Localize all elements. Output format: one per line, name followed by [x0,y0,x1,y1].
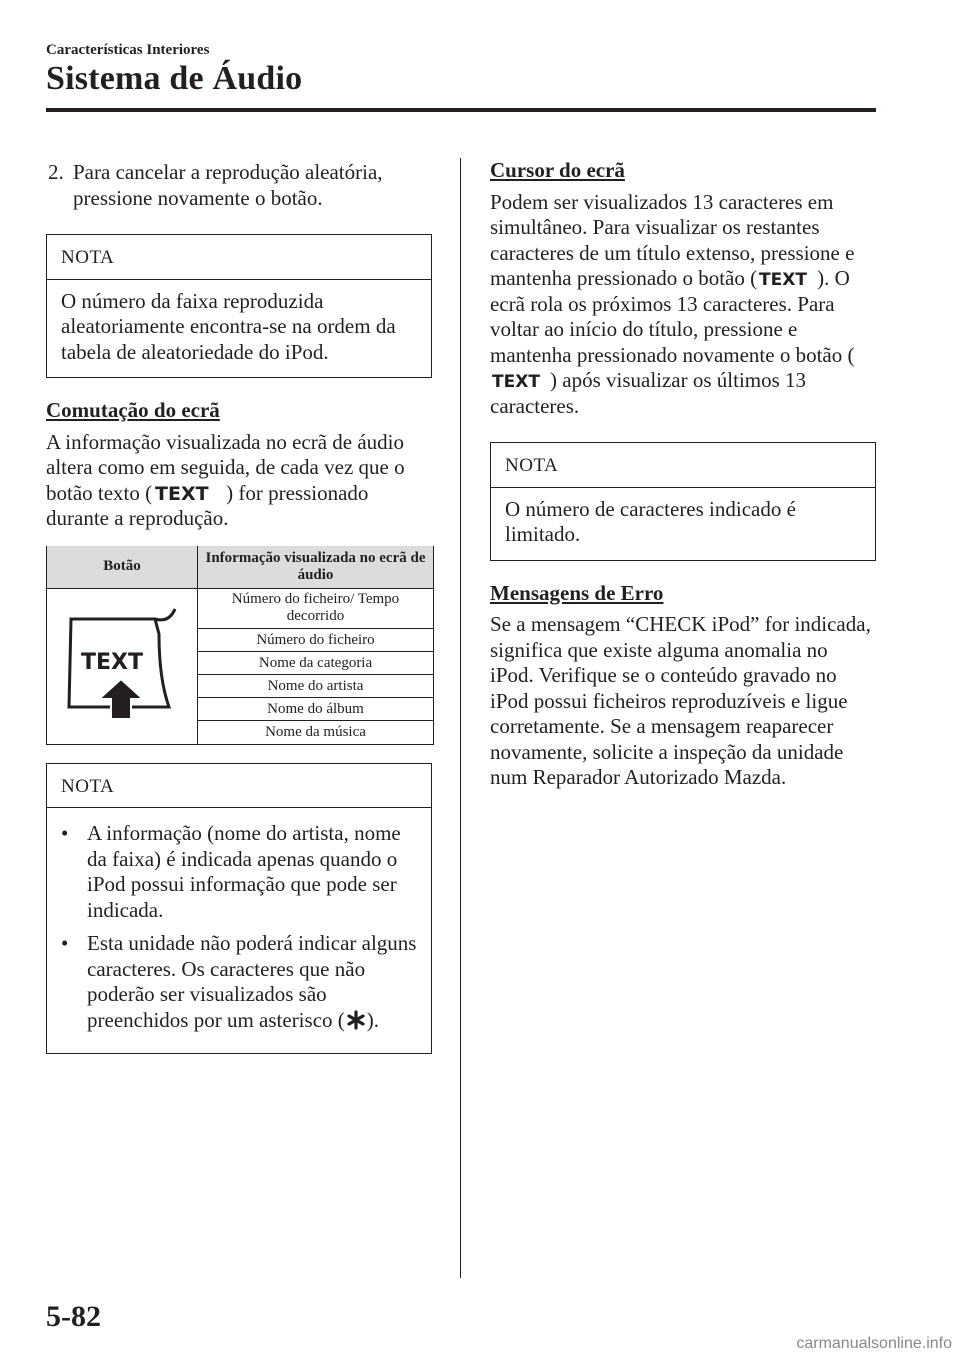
note-label: NOTA [491,443,875,488]
error-text: Se a mensagem “CHECK iPod” for indicada, significa que existe alguma anomalia no iPod. Verifique se o conteúdo gravado no iPod possui ficheiros reproduzíveis e ligue corretamente. Se a mensagem reaparecer novamente, solicite a inspeção da unidade num Reparador Autorizado Mazda. [490,612,871,789]
svg-text:TEXT: TEXT [155,482,209,503]
note-bullet: • Esta unidade não poderá indicar alguns caracteres. Os caracteres que não poderão ser visualizados são preenchidos por um asterisco ( ). [61,931,417,1032]
note-box-shuffle [46,234,432,378]
svg-text:TEXT: TEXT [492,372,540,390]
note-text: O número da faixa reproduzida aleatoriamente encontra-se na ordem da tabela de aleatoriedade do iPod. [61,288,396,364]
note-text: O número de caracteres indicado é limitado. [505,496,796,546]
step-text: Para cancelar a reprodução aleatória, pressione novamente o botão. [73,160,383,210]
table-header-button: Botão [47,546,198,589]
display-info-table [46,546,434,745]
table-row: Número do ficheiro/ Tempo decorrido [198,588,434,629]
page-number: 5-82 [46,1300,101,1333]
heading-error-messages: Mensagens de Erro [490,580,664,605]
step-number: 2. [48,160,64,184]
svg-text:TEXT: TEXT [759,270,808,288]
table-header-info: Informação visualizada no ecrã de áudio [198,546,434,589]
note-label: NOTA [47,235,431,280]
title-rule [46,108,876,112]
step-2 [48,160,432,211]
table-row: Nome do artista [198,675,434,698]
column-divider [460,158,461,1278]
heading-display-cursor: Cursor do ecrã [490,158,625,182]
note-bullet: • A informação (nome do artista, nome da faixa) é indicada apenas quando o iPod possui informação que pode ser indicada. [61,821,401,922]
section-label: Características Interiores [46,42,210,58]
table-row: Nome da categoria [198,652,434,675]
svg-text:TEXT: TEXT [81,649,144,675]
note-label: NOTA [47,764,431,809]
text-button-icon [153,483,225,503]
left-column [46,160,432,1054]
note-box-info [46,763,432,1055]
table-row: Número do ficheiro [198,629,434,652]
text-button-icon [758,268,816,288]
note-box-characters [490,442,876,561]
text-button-cell [47,588,198,744]
text-button-icon [491,370,549,390]
right-column [490,158,876,791]
table-row: Nome da música [198,721,434,744]
text-button-illustration [47,589,197,739]
heading-display-switch: Comutação do ecrã [46,398,220,422]
asterisk-icon [346,1010,366,1030]
table-row: Nome do álbum [198,698,434,721]
display-switch-text: A informação visualizada no ecrã de áudio altera como em seguida, de cada vez que o botão texto ( TEXT ) for pressionado durante a reprodução. [46,429,405,530]
cursor-text: Podem ser visualizados 13 caracteres em simultâneo. Para visualizar os restantes caracteres de um título extenso, pressione e mantenha pressionado o botão ( TEXT ). O ecrã rola os próximos 13 caracteres. Para voltar ao início do título, pressione e mantenha pressionado novamente o botão ( TEXT ) após visualizar os últimos 13 caracteres. [490,189,855,418]
page-title: Sistema de Áudio [46,60,303,97]
watermark: carmanualsonline.info [796,1335,952,1352]
